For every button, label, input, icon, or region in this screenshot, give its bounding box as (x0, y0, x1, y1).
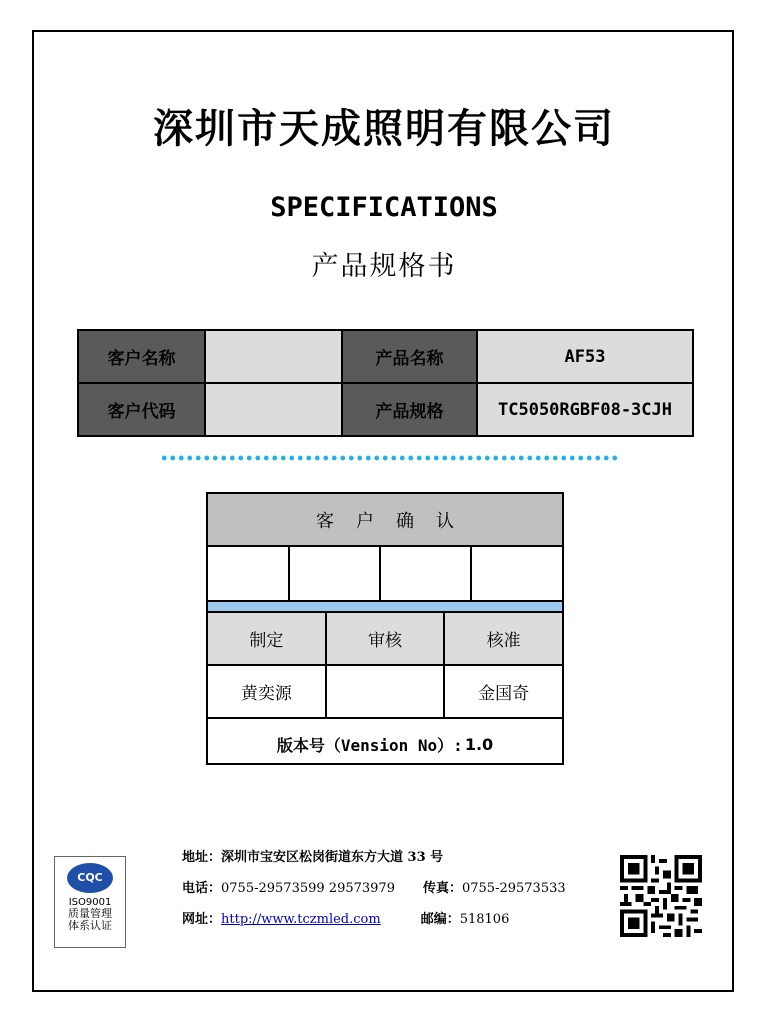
fax-label: 传真： (422, 881, 462, 896)
web-label: 网址： (182, 912, 222, 927)
blue-separator (208, 600, 562, 613)
phone-line (182, 878, 566, 909)
col-approve: 核准 (445, 613, 562, 664)
postcode-label: 邮编： (420, 912, 460, 927)
signature-cell (381, 547, 472, 600)
fax-text: 0755-29573533 (461, 881, 566, 896)
product-info-table (77, 329, 694, 437)
maker-name: 黄奕源 (208, 666, 327, 717)
phone-label: 电话： (182, 881, 222, 896)
customer-confirm-box (206, 492, 564, 765)
address-label: 地址： (182, 850, 222, 865)
signature-row (208, 547, 562, 600)
iso-line1: 质量管理 (68, 907, 112, 920)
product-name-label: 产品名称 (342, 330, 477, 383)
customer-code-label: 客户代码 (78, 383, 205, 436)
reviewer-name (327, 666, 446, 717)
col-make: 制定 (208, 613, 327, 664)
website-link[interactable]: http://www.tczmled.com (221, 912, 381, 927)
product-name-value: AF53 (477, 330, 693, 383)
signature-cell (472, 547, 562, 600)
cqc-mark: CQC (67, 863, 113, 893)
iso-standard: ISO9001 (68, 897, 112, 908)
product-spec-value: TC5050RGBF08-3CJH (477, 383, 693, 436)
web-line (182, 909, 566, 940)
product-spec-label: 产品规格 (342, 383, 477, 436)
iso-line2: 体系认证 (68, 919, 112, 932)
doc-title-cn: 产品规格书 (311, 251, 457, 282)
customer-name-value (205, 330, 342, 383)
version-label: 版本号（Vension No）: (276, 735, 463, 755)
address-text: 深圳市宝安区松岗街道东方大道 33 号 (221, 850, 444, 865)
customer-confirm-title: 客户确认 (208, 494, 562, 547)
dotted-divider (160, 454, 620, 462)
phone-text: 0755-29573599 29573979 (221, 881, 395, 896)
postcode-text: 518106 (459, 912, 510, 927)
version-row (208, 719, 562, 769)
contact-info (182, 847, 566, 940)
doc-title-en: SPECIFICATIONS (270, 192, 498, 223)
col-review: 审核 (327, 613, 446, 664)
version-value: 1.0 (464, 734, 494, 754)
customer-name-label: 客户名称 (78, 330, 205, 383)
signature-cell (208, 547, 290, 600)
qr-code-icon (620, 855, 702, 937)
approval-header-row (208, 613, 562, 666)
company-name: 深圳市天成照明有限公司 (153, 105, 615, 152)
customer-code-value (205, 383, 342, 436)
approval-names-row (208, 666, 562, 719)
address-line (182, 847, 566, 878)
approver-name: 金国奇 (478, 684, 530, 704)
iso-certification-logo (54, 856, 126, 948)
signature-cell (290, 547, 381, 600)
